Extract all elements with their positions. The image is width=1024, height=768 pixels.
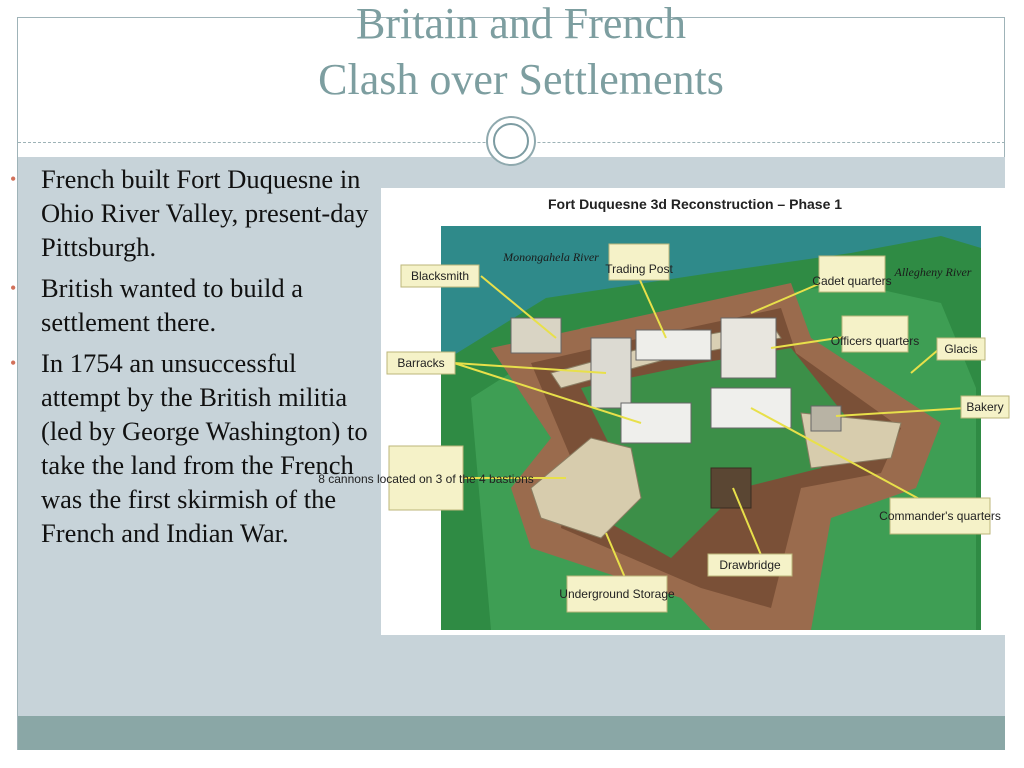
divider-circle-ornament bbox=[486, 116, 536, 166]
label-commanders-quarters bbox=[879, 498, 1001, 534]
label-drawbridge-text: Drawbridge bbox=[719, 558, 781, 572]
drawbridge-structure bbox=[711, 468, 751, 508]
label-drawbridge bbox=[708, 554, 792, 576]
bullet-item bbox=[10, 346, 370, 550]
label-trading-post-text: Trading Post bbox=[605, 262, 673, 276]
title-line-2: Clash over Settlements bbox=[318, 55, 724, 104]
label-underground-storage-text: Underground Storage bbox=[559, 587, 675, 601]
bullet-marker: • bbox=[10, 169, 17, 189]
allegheny-river-label: Allegheny River bbox=[894, 265, 972, 279]
label-officers-quarters-text: Officers quarters bbox=[830, 334, 920, 348]
bullet-list bbox=[10, 162, 370, 557]
bullet-text: French built Fort Duquesne in Ohio River Valley, present-day Pittsburgh. bbox=[41, 164, 369, 262]
label-cadet-quarters-text: Cadet quarters bbox=[812, 274, 892, 288]
trading-post-building bbox=[636, 330, 711, 360]
label-blacksmith bbox=[401, 265, 479, 287]
figure-title: Fort Duquesne 3d Reconstruction – Phase 1 bbox=[547, 196, 843, 212]
fort-duquesne-illustration bbox=[318, 188, 1009, 635]
bullet-text: In 1754 an unsuccessful attempt by the British militia (led by George Washington) to take the land from the French was the first skirmish of the French and Indian War. bbox=[41, 348, 368, 548]
label-barracks bbox=[387, 352, 455, 374]
bullet-item bbox=[10, 271, 370, 339]
slide-title bbox=[18, 0, 1024, 108]
bullet-item bbox=[10, 162, 370, 264]
bullet-text: British wanted to build a settlement there. bbox=[41, 273, 304, 337]
label-officers-quarters bbox=[831, 316, 919, 352]
label-glacis bbox=[937, 338, 985, 360]
label-trading-post bbox=[605, 244, 673, 280]
label-cannons-text: 8 cannons located on 3 of the 4 bastions bbox=[318, 472, 534, 486]
label-commanders-quarters-text: Commander's quarters bbox=[879, 509, 1001, 523]
label-underground-storage bbox=[559, 576, 675, 612]
label-glacis-text: Glacis bbox=[944, 342, 978, 356]
label-bakery bbox=[961, 396, 1009, 418]
fort-diagram bbox=[318, 188, 1009, 635]
bullet-marker: • bbox=[10, 353, 17, 373]
central-building bbox=[621, 403, 691, 443]
bullet-marker: • bbox=[10, 278, 17, 298]
footer-bar bbox=[18, 716, 1005, 750]
label-bakery-text: Bakery bbox=[966, 400, 1004, 414]
bakery-building bbox=[811, 406, 841, 431]
title-line-1: Britain and French bbox=[356, 0, 686, 48]
label-cadet-quarters bbox=[812, 256, 891, 292]
label-barracks-text: Barracks bbox=[397, 356, 445, 370]
divider-circle-inner bbox=[493, 123, 529, 159]
officers-quarters-building bbox=[721, 318, 776, 378]
label-blacksmith-text: Blacksmith bbox=[410, 269, 470, 283]
monongahela-river-label: Monongahela River bbox=[503, 250, 599, 264]
